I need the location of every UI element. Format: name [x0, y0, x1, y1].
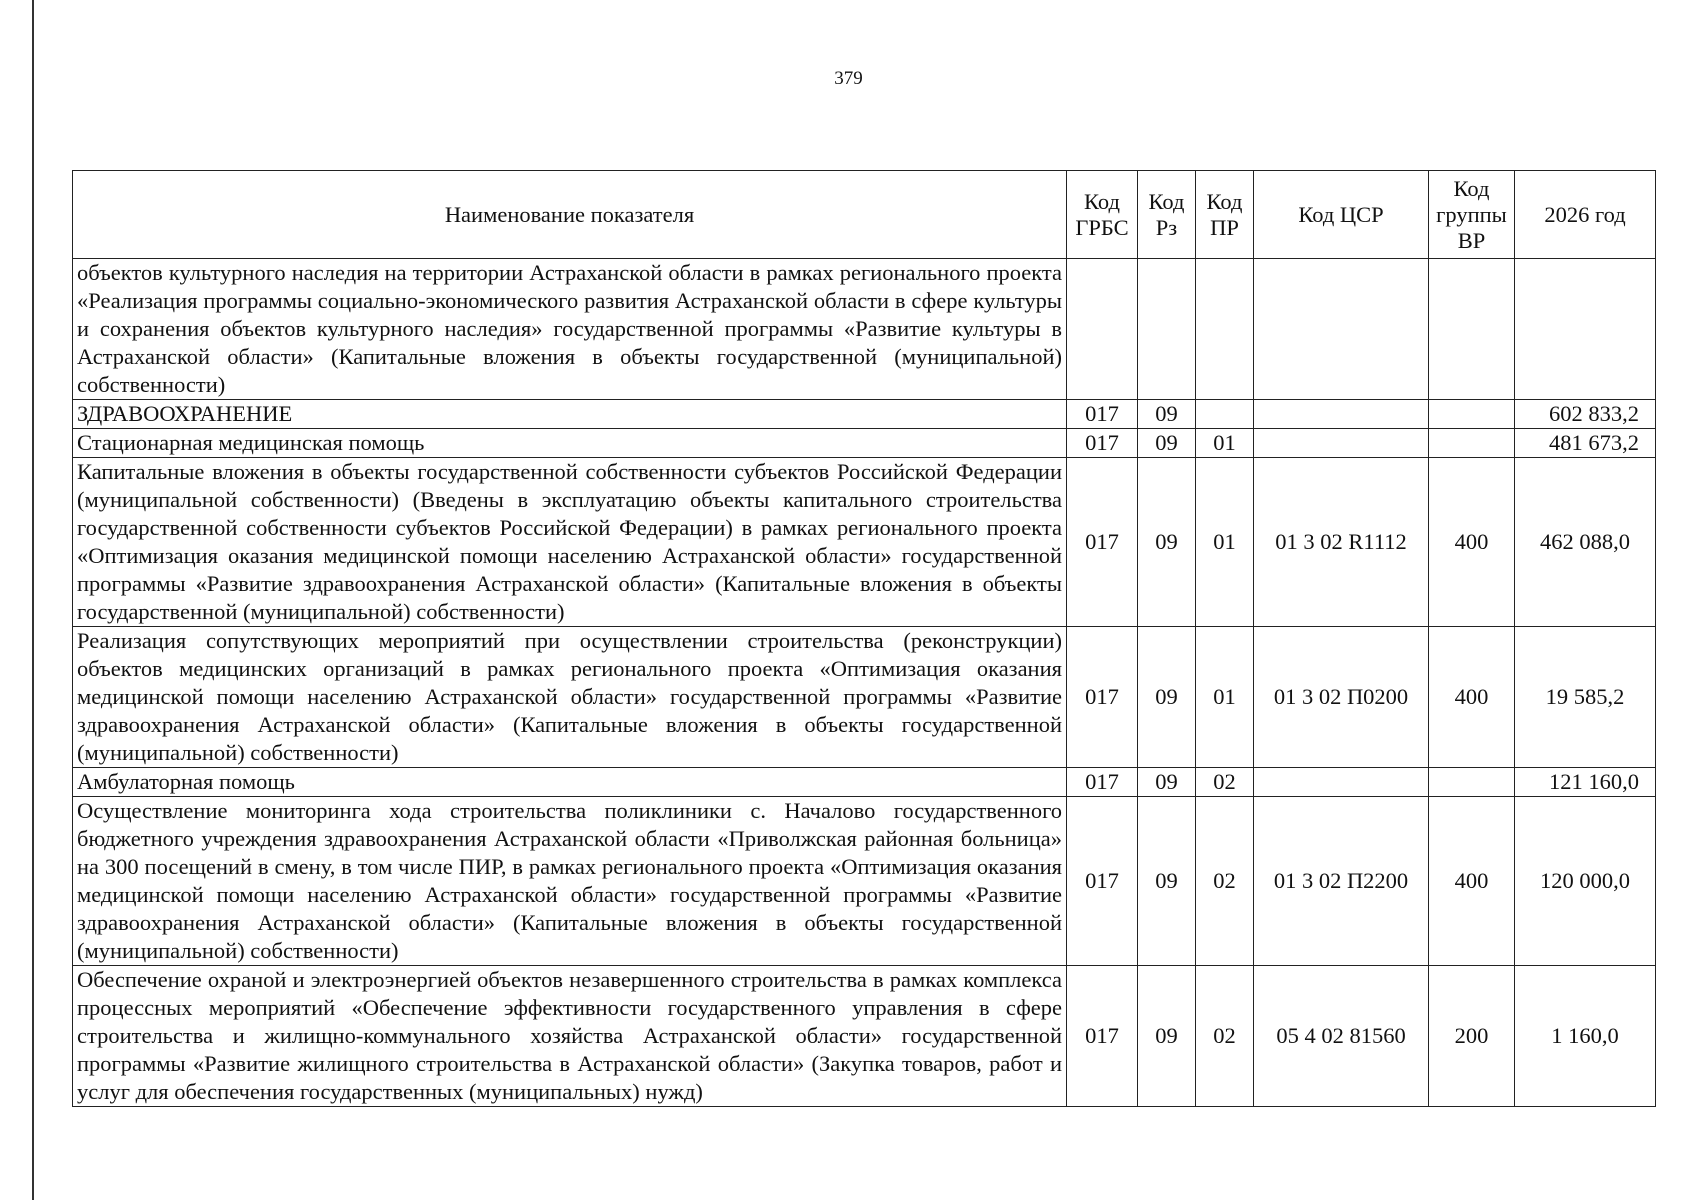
row-grbs: 017	[1067, 429, 1138, 458]
header-rz: Код Рз	[1138, 171, 1196, 259]
row-name: Обеспечение охраной и электроэнергией объектов незавершенного строительства в рамках комплекса процессных мероприятий «Обеспечение эффективности государственного управления в сфере строительства и жилищно-коммунального хозяйства Астраханской области» государственной программы «Развитие жилищного строительства в Астраханской области» (Закупка товаров, работ и услуг для обеспечения государственных (муниципальных) нужд)	[73, 966, 1067, 1107]
row-vr	[1429, 768, 1515, 797]
row-amount: 121 160,0	[1515, 768, 1656, 797]
row-name: Амбулаторная помощь	[73, 768, 1067, 797]
row-vr	[1429, 429, 1515, 458]
row-grbs: 017	[1067, 627, 1138, 768]
header-name: Наименование показателя	[73, 171, 1067, 259]
row-pr: 01	[1196, 627, 1254, 768]
table-row	[73, 966, 1656, 1107]
row-rz: 09	[1138, 768, 1196, 797]
row-csr	[1254, 429, 1429, 458]
row-name: Реализация сопутствующих мероприятий при осуществлении строительства (реконструкции) объектов медицинских организаций в рамках регионального проекта «Оптимизация оказания медицинской помощи населению Астраханской области» государственной программы «Развитие здравоохранения Астраханской области» (Капитальные вложения в объекты государственной (муниципальной) собственности)	[73, 627, 1067, 768]
table-row	[73, 458, 1656, 627]
row-rz: 09	[1138, 429, 1196, 458]
table-row	[73, 768, 1656, 797]
row-pr: 01	[1196, 458, 1254, 627]
row-grbs: 017	[1067, 797, 1138, 966]
row-csr: 05 4 02 81560	[1254, 966, 1429, 1107]
row-pr: 02	[1196, 966, 1254, 1107]
row-grbs: 017	[1067, 458, 1138, 627]
row-amount: 120 000,0	[1515, 797, 1656, 966]
left-margin-line	[32, 0, 34, 1200]
budget-table	[72, 170, 1656, 1107]
page-number: 379	[834, 68, 863, 89]
row-csr	[1254, 259, 1429, 400]
header-year: 2026 год	[1515, 171, 1656, 259]
row-rz: 09	[1138, 458, 1196, 627]
row-csr: 01 3 02 R1112	[1254, 458, 1429, 627]
row-amount: 1 160,0	[1515, 966, 1656, 1107]
table-row	[73, 400, 1656, 429]
row-grbs: 017	[1067, 768, 1138, 797]
row-csr: 01 3 02 П2200	[1254, 797, 1429, 966]
row-amount: 481 673,2	[1515, 429, 1656, 458]
row-vr	[1429, 400, 1515, 429]
row-vr: 400	[1429, 458, 1515, 627]
row-vr: 400	[1429, 797, 1515, 966]
row-grbs: 017	[1067, 966, 1138, 1107]
header-grbs: Код ГРБС	[1067, 171, 1138, 259]
row-pr: 02	[1196, 797, 1254, 966]
header-csr: Код ЦСР	[1254, 171, 1429, 259]
row-csr: 01 3 02 П0200	[1254, 627, 1429, 768]
row-pr: 01	[1196, 429, 1254, 458]
row-name: ЗДРАВООХРАНЕНИЕ	[73, 400, 1067, 429]
row-pr	[1196, 259, 1254, 400]
row-rz	[1138, 259, 1196, 400]
table-row	[73, 259, 1656, 400]
row-vr	[1429, 259, 1515, 400]
row-csr	[1254, 768, 1429, 797]
row-rz: 09	[1138, 966, 1196, 1107]
row-vr: 200	[1429, 966, 1515, 1107]
row-rz: 09	[1138, 797, 1196, 966]
row-name: объектов культурного наследия на территории Астраханской области в рамках регионального проекта «Реализация программы социально-экономического развития Астраханской области в сфере культуры и сохранения объектов культурного наследия» государственной программы «Развитие культуры в Астраханской области» (Капитальные вложения в объекты государственной (муниципальной) собственности)	[73, 259, 1067, 400]
row-pr	[1196, 400, 1254, 429]
table-row	[73, 797, 1656, 966]
row-amount	[1515, 259, 1656, 400]
row-vr: 400	[1429, 627, 1515, 768]
row-amount: 602 833,2	[1515, 400, 1656, 429]
row-name: Стационарная медицинская помощь	[73, 429, 1067, 458]
row-rz: 09	[1138, 627, 1196, 768]
row-amount: 462 088,0	[1515, 458, 1656, 627]
row-pr: 02	[1196, 768, 1254, 797]
row-grbs	[1067, 259, 1138, 400]
header-pr: Код ПР	[1196, 171, 1254, 259]
row-grbs: 017	[1067, 400, 1138, 429]
row-amount: 19 585,2	[1515, 627, 1656, 768]
row-name: Капитальные вложения в объекты государственной собственности субъектов Российской Федерации (муниципальной собственности) (Введены в эксплуатацию объекты капитального строительства государственной собственности субъектов Российской Федерации) в рамках регионального проекта «Оптимизация оказания медицинской помощи населению Астраханской области» государственной программы «Развитие здравоохранения Астраханской области» (Капитальные вложения в объекты государственной (муниципальной) собственности)	[73, 458, 1067, 627]
row-name: Осуществление мониторинга хода строительства поликлиники с. Началово государственного бюджетного учреждения здравоохранения Астраханской области «Приволжская районная больница» на 300 посещений в смену, в том числе ПИР, в рамках регионального проекта «Оптимизация оказания медицинской помощи населению Астраханской области» государственной программы «Развитие здравоохранения Астраханской области» (Капитальные вложения в объекты государственной (муниципальной) собственности)	[73, 797, 1067, 966]
table-row	[73, 627, 1656, 768]
header-vr: Код группы ВР	[1429, 171, 1515, 259]
table-header-row	[73, 171, 1656, 259]
row-rz: 09	[1138, 400, 1196, 429]
row-csr	[1254, 400, 1429, 429]
table-row	[73, 429, 1656, 458]
